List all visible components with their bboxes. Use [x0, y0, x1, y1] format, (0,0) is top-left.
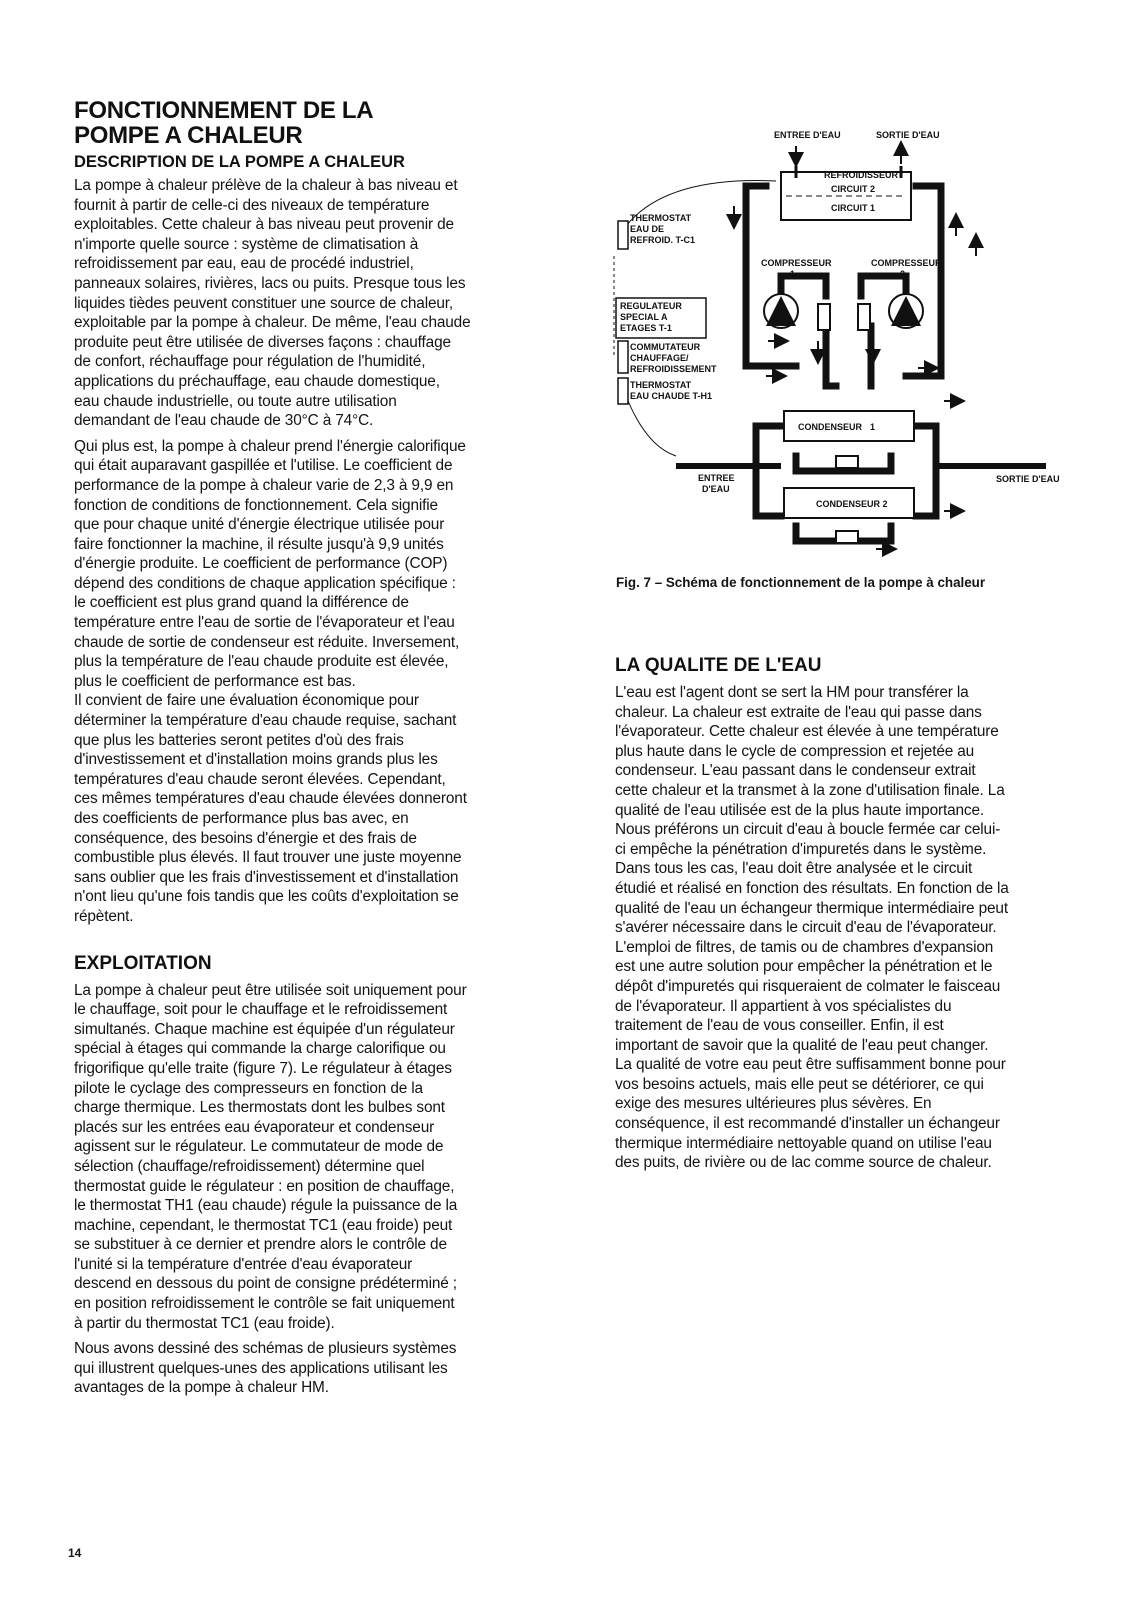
label-commutateur-c: REFROIDISSEMENT: [630, 364, 717, 374]
heat-pump-diagram: [606, 126, 1076, 566]
label-sortie-eau-top: SORTIE D'EAU: [876, 130, 940, 140]
label-circuit-1: CIRCUIT 1: [831, 203, 876, 213]
label-compresseur-1-num: 1: [790, 269, 796, 279]
label-thermostat-1c: REFROID. T-C1: [630, 235, 696, 245]
diagram-svg: [606, 126, 1076, 566]
label-thermostat-chaude-a: THERMOSTAT: [630, 380, 692, 390]
label-sortie-eau-bottom: SORTIE D'EAU: [996, 474, 1060, 484]
main-title-line1: FONCTIONNEMENT DE LA: [74, 97, 374, 124]
label-compresseur-2: COMPRESSEUR: [871, 258, 942, 268]
label-commutateur-b: CHAUFFAGE/: [630, 353, 689, 363]
label-compresseur-2-num: 2: [900, 269, 906, 279]
label-regulateur-c: ETAGES T-1: [620, 323, 672, 333]
label-thermostat-1a: THERMOSTAT: [630, 213, 692, 223]
description-paragraph-2: Qui plus est, la pompe à chaleur prend l'énergie calorifique qui était auparavant gaspillée et l'utilise. Le coefficient de performance de la pompe à chaleur varie de 2,3 à 9,9 en fonction de conditions de fonctionnement. Cela signifie que pour chaque unité d'énergie électrique utilisée pour faire fonctionner la machine, il résulte jusqu'à 9,9 unités d'énergie produite. Le coefficient de performance (COP) dépend des conditions de chaque application spécifique : le coefficient est plus grand quand la différence de température entre l'eau de sortie de l'évaporateur et l'eau chaude de sortie de condenseur est réduite. Inversement, plus la température de l'eau chaude produite est élevée, plus le coefficient de performance est bas. Il convient de faire une évaluation économique pour déterminer la température d'eau chaude requise, sachant que plus les batteries seront petites d'où des frais d'investissement et d'installation moins grands plus les températures d'eau chaude seront élevées. Cependant, ces mêmes températures d'eau chaude élevées donneront des coefficients de performance plus bas avec, en conséquence, des besoins d'énergie et des frais de combustible plus élevés. Il faut trouver une juste moyenne sans oublier que les frais d'investissement et d'installation n'ont lieu qu'une fois tandis que les coûts d'exploitation se répètent.: [74, 437, 467, 925]
label-condenseur-1: CONDENSEUR: [798, 422, 863, 432]
description-paragraph-1: La pompe à chaleur prélève de la chaleur à bas niveau et fournit à partir de celle-ci des niveaux de température exploitables. Cette chaleur à bas niveau peut provenir de n'importe quelle source : système de climatisation à refroidissement par eau, eau de procédé industriel, panneaux solaires, rivières, lacs ou puits. Presque tous les liquides tièdes peuvent constituer une source de chaleur, exploitable par la pompe à chaleur. De même, l'eau chaude produite peut être utilisée de diverses façons : chauffage de confort, réchauffage pour régulation de l'humidité, applications du préchauffage, eau chaude domestique, eau chaude industrielle, ou toute autre utilisation demandant de l'eau chaude de 30°C à 74°C.: [74, 177, 471, 430]
label-thermostat-chaude-b: EAU CHAUDE T-H1: [630, 391, 713, 401]
pipe-compressor-link-2: [861, 276, 906, 296]
label-entree-eau-top: ENTREE D'EAU: [774, 130, 841, 140]
label-compresseur-1: COMPRESSEUR: [761, 258, 832, 268]
pipe-to-condenser: [826, 326, 836, 386]
label-condenseur-2: CONDENSEUR 2: [816, 499, 888, 509]
exploitation-heading: EXPLOITATION: [74, 952, 212, 974]
right-column: [615, 655, 1075, 1179]
label-commutateur-a: COMMUTATEUR: [630, 342, 701, 352]
label-circuit-2: CIRCUIT 2: [831, 184, 876, 194]
qualite-heading: LA QUALITE DE L'EAU: [615, 655, 822, 676]
label-refroidisseur: REFROIDISSEUR: [824, 170, 899, 180]
left-column: [74, 98, 544, 1404]
exploitation-paragraph-1: La pompe à chaleur peut être utilisée soit uniquement pour le chauffage, soit pour le chauffage et le refroidissement simultanés. Chaque machine est équipée d'un régulateur spécial à étages qui commande la charge calorifique ou frigorifique qu'elle traite (figure 7). Le régulateur à étages pilote le cyclage des compresseurs en fonction de la charge thermique. Les thermostats dont les bulbes sont placés sur les entrées eau évaporateur et condenseur agissent sur le régulateur. Le commutateur de mode de sélection (chauffage/refroidissement) détermine quel thermostat guide le régulateur : en position de chauffage, le thermostat TH1 (eau chaude) régule la puissance de la machine, cependant, le thermostat TC1 (eau froide) peut se substituer à ce dernier et prendre alors le contrôle de l'unité si la température d'entrée d'eau évaporateur descend en dessous du point de consigne prédéterminé ; en position refroidissement le contrôle se fait uniquement à partir du thermostat TC1 (eau froide).: [74, 981, 467, 1332]
figure-caption: Fig. 7 – Schéma de fonctionnement de la pompe à chaleur: [616, 575, 986, 590]
label-entree-eau-bottom-a: ENTREE: [698, 473, 735, 483]
label-thermostat-1b: EAU DE: [630, 224, 665, 234]
qualite-paragraph-1: L'eau est l'agent dont se sert la HM pour transférer la chaleur. La chaleur est extraite de l'eau qui passe dans l'évaporateur. Cette chaleur est élevée à une température plus haute dans le cycle de compression et rejetée au condenseur. L'eau passant dans le condenseur extrait cette chaleur et la transmet à la zone d'utilisation finale. La qualité de l'eau utilisée est de la plus haute importance. Nous préférons un circuit d'eau à boucle fermée car celui- ci empêche la pénétration d'impuretés dans le système. Dans tous les cas, l'eau doit être analysée et le circuit étudié et réalisé en fonction des résultats. En fonction de la qualité de l'eau un échangeur thermique intermédiaire peut s'avérer nécessaire dans le circuit d'eau de l'évaporateur. L'emploi de filtres, de tamis ou de chambres d'expansion est une autre solution pour empêcher la pénétration et le dépôt d'impuretés qui risqueraient de colmater le faisceau de l'évaporateur. Il appartient à vos spécialistes du traitement de l'eau de vous conseiller. Enfin, il est important de savoir que la qualité de l'eau peut changer. La qualité de votre eau peut être suffisamment bonne pour vos besoins actuels, mais elle peut se détériorer, ce qui exige des mesures ultérieures plus sévères. En conséquence, il est recommandé d'installer un échangeur thermique intermédiaire nettoyable quand on utilise l'eau des puits, de rivière ou de lac comme source de chaleur.: [615, 684, 1009, 1172]
pipe-compressor-link: [781, 276, 826, 296]
exploitation-paragraph-2: Nous avons dessiné des schémas de plusieurs systèmes qui illustrent quelques-unes des applications utilisant les avantages de la pompe à chaleur HM.: [74, 1340, 457, 1397]
label-condenseur-1-num: 1: [870, 422, 876, 432]
label-regulateur-b: SPECIAL A: [620, 312, 668, 322]
main-title: [74, 98, 544, 148]
page-number: 14: [68, 1546, 82, 1560]
label-regulateur-a: REGULATEUR: [620, 301, 682, 311]
description-heading: DESCRIPTION DE LA POMPE A CHALEUR: [74, 153, 405, 171]
label-entree-eau-bottom-b: D'EAU: [702, 484, 730, 494]
main-title-line2: POMPE A CHALEUR: [74, 122, 303, 149]
